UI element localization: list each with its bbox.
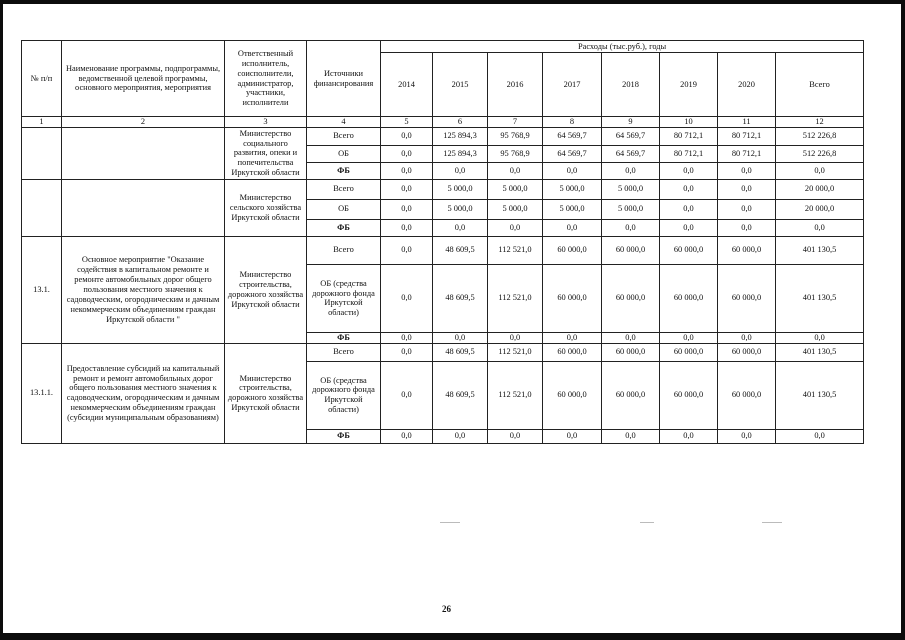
funding-source: ФБ — [307, 162, 381, 179]
header-year: 2017 — [543, 53, 602, 117]
table-row — [22, 236, 864, 264]
expense-value: 60 000,0 — [543, 264, 602, 332]
column-number: 10 — [660, 117, 718, 128]
table-body — [22, 127, 864, 443]
expense-value: 20 000,0 — [776, 199, 864, 219]
table-row — [22, 179, 864, 199]
column-number: 7 — [488, 117, 543, 128]
funding-source: ФБ — [307, 332, 381, 343]
header-expenses: Расходы (тыс.руб.), годы — [381, 41, 864, 53]
expense-value: 80 712,1 — [718, 127, 776, 145]
program-name: Предоставление субсидий на капитальный ремонт и ремонт автомобильных дорог общего пользования местного значения к садоводческим, огородническим и дачным некоммерческим объединениям граждан (субсидии муниципальным образованиям) — [62, 343, 225, 443]
expense-value: 60 000,0 — [602, 264, 660, 332]
expense-value: 60 000,0 — [602, 236, 660, 264]
responsible-executor: Министерство социального развития, опеки и попечительства Иркутской области — [225, 127, 307, 179]
expense-value: 0,0 — [381, 429, 433, 443]
expense-value: 0,0 — [488, 429, 543, 443]
expense-value: 64 569,7 — [543, 127, 602, 145]
header-year: 2016 — [488, 53, 543, 117]
row-number — [22, 179, 62, 236]
page-number: 26 — [442, 604, 451, 614]
expense-value: 125 894,3 — [433, 127, 488, 145]
expense-value: 95 768,9 — [488, 127, 543, 145]
expense-value: 0,0 — [381, 145, 433, 162]
expense-value: 0,0 — [543, 162, 602, 179]
column-number: 11 — [718, 117, 776, 128]
expense-value: 0,0 — [602, 162, 660, 179]
expense-value: 0,0 — [381, 264, 433, 332]
expense-value: 0,0 — [488, 219, 543, 236]
expense-value: 401 130,5 — [776, 236, 864, 264]
header-year: 2015 — [433, 53, 488, 117]
header-year: 2020 — [718, 53, 776, 117]
expense-value: 0,0 — [602, 429, 660, 443]
column-number: 5 — [381, 117, 433, 128]
expense-value: 0,0 — [718, 429, 776, 443]
expense-value: 0,0 — [543, 219, 602, 236]
expense-value: 5 000,0 — [543, 199, 602, 219]
table-header — [22, 41, 864, 128]
header-source: Источники финансирования — [307, 41, 381, 117]
table-row — [22, 343, 864, 361]
expense-value: 5 000,0 — [433, 179, 488, 199]
program-name — [62, 127, 225, 179]
expense-value: 0,0 — [602, 332, 660, 343]
expense-value: 60 000,0 — [543, 361, 602, 429]
funding-source: ОБ (средства дорожного фонда Иркутской области) — [307, 264, 381, 332]
expense-value: 512 226,8 — [776, 127, 864, 145]
expense-value: 60 000,0 — [660, 343, 718, 361]
expense-value: 48 609,5 — [433, 236, 488, 264]
funding-source: ОБ — [307, 145, 381, 162]
expense-value: 48 609,5 — [433, 361, 488, 429]
expense-value: 60 000,0 — [718, 264, 776, 332]
expense-value: 112 521,0 — [488, 264, 543, 332]
page-border-bottom — [0, 633, 905, 640]
expense-value: 60 000,0 — [718, 343, 776, 361]
expense-value: 64 569,7 — [602, 145, 660, 162]
scan-artifact — [440, 522, 460, 523]
expense-value: 64 569,7 — [602, 127, 660, 145]
scan-artifact — [640, 522, 654, 523]
column-number: 4 — [307, 117, 381, 128]
expense-value: 0,0 — [660, 429, 718, 443]
funding-source: ФБ — [307, 219, 381, 236]
expense-value: 60 000,0 — [718, 361, 776, 429]
page-border-top — [0, 0, 905, 4]
expense-value: 0,0 — [381, 179, 433, 199]
page-border-left — [0, 0, 3, 640]
expense-value: 401 130,5 — [776, 343, 864, 361]
expense-value: 0,0 — [433, 219, 488, 236]
expense-value: 0,0 — [488, 162, 543, 179]
expense-value: 48 609,5 — [433, 264, 488, 332]
expense-value: 0,0 — [381, 343, 433, 361]
column-number: 3 — [225, 117, 307, 128]
responsible-executor: Министерство строительства, дорожного хозяйства Иркутской области — [225, 343, 307, 443]
expense-value: 0,0 — [718, 332, 776, 343]
expense-value: 0,0 — [602, 219, 660, 236]
expense-value: 0,0 — [776, 162, 864, 179]
header-year: Всего — [776, 53, 864, 117]
expense-value: 0,0 — [381, 219, 433, 236]
header-num: № п/п — [22, 41, 62, 117]
expense-value: 0,0 — [776, 429, 864, 443]
expense-value: 0,0 — [718, 219, 776, 236]
expense-value: 64 569,7 — [543, 145, 602, 162]
expense-value: 5 000,0 — [602, 199, 660, 219]
header-year: 2014 — [381, 53, 433, 117]
expense-value: 0,0 — [381, 332, 433, 343]
row-number — [22, 127, 62, 179]
table-row — [22, 127, 864, 145]
funding-source: Всего — [307, 179, 381, 199]
funding-source: Всего — [307, 127, 381, 145]
header-year: 2019 — [660, 53, 718, 117]
expense-value: 401 130,5 — [776, 361, 864, 429]
expense-value: 0,0 — [776, 332, 864, 343]
column-number: 12 — [776, 117, 864, 128]
expense-value: 0,0 — [660, 332, 718, 343]
responsible-executor: Министерство сельского хозяйства Иркутской области — [225, 179, 307, 236]
program-name: Основное мероприятие "Оказание содействия в капитальном ремонте и ремонте автомобильных дорог общего пользования местного значения к садоводческим, огородническим и дачным некоммерческим объединениям граждан Иркутской области " — [62, 236, 225, 343]
header-name: Наименование программы, подпрограммы, ведомственной целевой программы, основного мероприятия, мероприятия — [62, 41, 225, 117]
expense-value: 0,0 — [433, 332, 488, 343]
expense-value: 80 712,1 — [660, 145, 718, 162]
expense-value: 5 000,0 — [488, 199, 543, 219]
expense-value: 125 894,3 — [433, 145, 488, 162]
expense-value: 60 000,0 — [543, 343, 602, 361]
expense-value: 112 521,0 — [488, 361, 543, 429]
expense-value: 5 000,0 — [433, 199, 488, 219]
scan-artifact — [762, 522, 782, 523]
expense-value: 0,0 — [718, 179, 776, 199]
expense-value: 0,0 — [660, 199, 718, 219]
expense-value: 5 000,0 — [488, 179, 543, 199]
expense-value: 112 521,0 — [488, 343, 543, 361]
expense-value: 0,0 — [381, 199, 433, 219]
expense-value: 0,0 — [776, 219, 864, 236]
expense-value: 60 000,0 — [543, 236, 602, 264]
responsible-executor: Министерство строительства, дорожного хозяйства Иркутской области — [225, 236, 307, 343]
page-border-right — [901, 0, 905, 640]
expense-value: 0,0 — [381, 162, 433, 179]
expense-value: 401 130,5 — [776, 264, 864, 332]
row-number: 13.1. — [22, 236, 62, 343]
column-number: 9 — [602, 117, 660, 128]
expense-value: 0,0 — [543, 332, 602, 343]
expense-value: 0,0 — [433, 429, 488, 443]
expense-value: 0,0 — [660, 179, 718, 199]
expense-value: 5 000,0 — [543, 179, 602, 199]
funding-source: ФБ — [307, 429, 381, 443]
expense-value: 95 768,9 — [488, 145, 543, 162]
expense-value: 0,0 — [718, 199, 776, 219]
header-year: 2018 — [602, 53, 660, 117]
row-number: 13.1.1. — [22, 343, 62, 443]
expense-value: 5 000,0 — [602, 179, 660, 199]
header-executor: Ответственный исполнитель, соисполнители, администратор, участники, исполнители — [225, 41, 307, 117]
expense-value: 20 000,0 — [776, 179, 864, 199]
expense-value: 512 226,8 — [776, 145, 864, 162]
funding-source: Всего — [307, 236, 381, 264]
program-name — [62, 179, 225, 236]
expense-value: 0,0 — [718, 162, 776, 179]
expense-value: 0,0 — [381, 127, 433, 145]
expense-value: 0,0 — [433, 162, 488, 179]
expense-value: 0,0 — [488, 332, 543, 343]
funding-source: ОБ (средства дорожного фонда Иркутской области) — [307, 361, 381, 429]
header-column-numbers-row — [22, 117, 864, 128]
column-number: 6 — [433, 117, 488, 128]
expense-value: 0,0 — [660, 162, 718, 179]
expense-value: 80 712,1 — [718, 145, 776, 162]
expense-value: 60 000,0 — [660, 236, 718, 264]
expense-value: 60 000,0 — [718, 236, 776, 264]
column-number: 2 — [62, 117, 225, 128]
budget-table — [21, 40, 864, 444]
expense-value: 112 521,0 — [488, 236, 543, 264]
expense-value: 0,0 — [543, 429, 602, 443]
expense-value: 60 000,0 — [660, 264, 718, 332]
expense-value: 60 000,0 — [660, 361, 718, 429]
expense-value: 0,0 — [381, 236, 433, 264]
expense-value: 0,0 — [381, 361, 433, 429]
expense-value: 0,0 — [660, 219, 718, 236]
column-number: 8 — [543, 117, 602, 128]
expense-value: 60 000,0 — [602, 343, 660, 361]
expense-value: 80 712,1 — [660, 127, 718, 145]
funding-source: ОБ — [307, 199, 381, 219]
expense-value: 48 609,5 — [433, 343, 488, 361]
column-number: 1 — [22, 117, 62, 128]
funding-source: Всего — [307, 343, 381, 361]
expense-value: 60 000,0 — [602, 361, 660, 429]
